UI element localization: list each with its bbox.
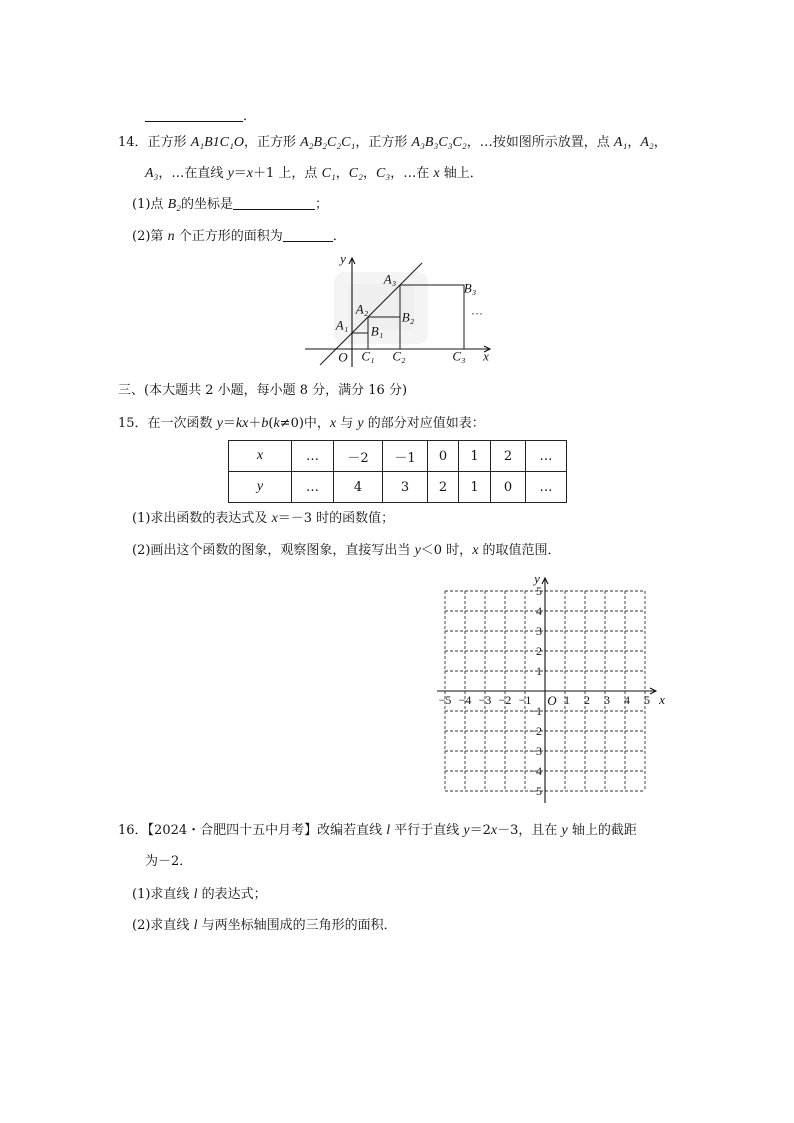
text-run: ＋	[248, 416, 262, 431]
math-variable: x	[271, 511, 278, 526]
text-run: (1)求直线	[132, 887, 194, 902]
text-run: (2)画出这个函数的图象，观察图象，直接写出当	[132, 543, 415, 558]
answer-blank	[233, 196, 315, 210]
math-variable: x	[329, 416, 337, 431]
point-label-b2: B₂	[401, 309, 415, 325]
table-cell: 1	[459, 472, 491, 503]
y-tick-label: −4	[529, 764, 542, 778]
text-run: ，正方形	[243, 135, 301, 150]
q14-sub-question-2	[132, 228, 346, 246]
text-run: 为－2．	[145, 854, 193, 869]
math-variable: C₃	[376, 166, 391, 181]
math-variable: x	[472, 543, 479, 558]
math-variable: b	[261, 416, 269, 431]
point-label-a1: A₁	[335, 317, 349, 333]
table-cell: …	[526, 472, 567, 503]
table-cell: 1	[459, 441, 491, 472]
y-tick-label: 4	[536, 604, 542, 618]
continuation-ellipsis: …	[471, 303, 483, 318]
text-run: ＜0 时，	[420, 543, 473, 558]
q16-stem-line-1	[118, 822, 637, 840]
table-cell: 4	[334, 472, 383, 503]
x-axis-label: x	[483, 348, 489, 364]
q15-coordinate-grid	[430, 570, 675, 810]
math-variable: C₁	[321, 166, 336, 181]
text-run: ．	[332, 229, 346, 244]
q14-sub1-text	[132, 197, 233, 212]
y-tick-label: −1	[529, 704, 542, 718]
x-axis-label: x	[659, 692, 665, 707]
text-run: ，	[363, 166, 377, 181]
text-run: 轴上的截距	[567, 823, 637, 838]
math-variable: A₁	[613, 135, 628, 150]
table-header-x: x	[229, 441, 292, 472]
text-run: (1)点	[132, 197, 168, 212]
text-run: ≠0)中，	[279, 416, 330, 431]
q15-sub-question-1	[132, 510, 394, 528]
point-label-c2: C₂	[392, 348, 406, 364]
text-run: ，	[335, 166, 349, 181]
text-run: ；	[315, 197, 329, 212]
text-run: 平行于直线	[390, 823, 464, 838]
x-tick-label: 4	[624, 693, 630, 707]
table-cell: …	[292, 441, 334, 472]
text-run: ＝2	[469, 823, 491, 838]
text-run: ＝－3 时的函数值；	[277, 511, 395, 526]
y-tick-label: −5	[529, 784, 542, 798]
x-tick-label: −4	[458, 693, 472, 707]
math-variable: A₁B1C₁O	[190, 135, 244, 150]
text-run: ，	[627, 135, 641, 150]
math-variable: C₂	[348, 166, 364, 181]
y-tick-label: 5	[536, 584, 542, 598]
text-run: 的取值范围．	[478, 543, 561, 558]
q13-answer-line	[145, 108, 256, 126]
math-variable: l	[193, 887, 198, 902]
text-run: ，…按如图所示放置，点	[466, 135, 614, 150]
y-axis-label: y	[340, 251, 346, 266]
text-run: ＋1 上，点	[253, 166, 322, 181]
q15-stem-line-1	[118, 415, 485, 433]
math-variable: kx	[235, 416, 249, 431]
y-tick-label: −2	[529, 724, 542, 738]
text-run: 16．【2024・合肥四十五中月考】改编若直线	[118, 823, 387, 838]
point-label-c3: C₃	[452, 348, 466, 364]
text-run: (	[268, 416, 274, 431]
y-tick-label: 3	[536, 624, 542, 638]
q15-value-table	[228, 440, 567, 503]
table-cell: －1	[383, 441, 428, 472]
text-run: 14．正方形	[118, 135, 191, 150]
point-label-b1: B₁	[370, 323, 384, 339]
q14-stem-line-1	[118, 134, 667, 152]
text-run: 个正方形的面积为	[174, 229, 283, 244]
text-run: 的表达式；	[197, 887, 267, 902]
q13-end-mark: ．	[243, 109, 257, 124]
table-cell: 2	[491, 441, 526, 472]
x-tick-label: 5	[644, 693, 650, 707]
x-tick-label: −1	[518, 693, 532, 707]
math-variable: B₂	[167, 197, 181, 212]
section-heading: 三、(本大题共 2 小题，每小题 8 分，满分 16 分)	[118, 383, 408, 398]
text-run: ，…在	[390, 166, 434, 181]
x-tick-label: 1	[564, 693, 570, 707]
math-variable: x	[246, 166, 254, 181]
point-label-c1: C₁	[361, 348, 375, 364]
math-variable: A₂B₂C₂C₁	[300, 135, 356, 150]
table-cell: …	[292, 472, 334, 503]
q15-sub-question-2	[132, 542, 561, 560]
text-run: (1)求出函数的表达式及	[132, 511, 272, 526]
text-run: 15．在一次函数	[118, 416, 217, 431]
text-run: －3，且在	[497, 823, 562, 838]
math-variable: y	[463, 823, 470, 838]
text-run: 的部分对应值如表：	[363, 416, 485, 431]
x-tick-label: −2	[498, 693, 512, 707]
text-run: 的坐标是	[180, 197, 233, 212]
table-header-y: y	[229, 472, 292, 503]
math-variable: x	[490, 823, 498, 838]
y-axis-label: y	[534, 571, 540, 586]
math-variable: y	[414, 543, 421, 558]
math-variable: A₂	[640, 135, 654, 150]
x-tick-label: 2	[584, 693, 590, 707]
q14-sub1-end	[315, 197, 328, 212]
math-variable: l	[193, 918, 198, 933]
q14-stem-line-2	[145, 165, 483, 183]
q16-sub-question-1	[132, 886, 267, 904]
math-variable: y	[561, 823, 568, 838]
q14-sub2-text	[132, 229, 283, 244]
table-cell: 0	[491, 472, 526, 503]
origin-label: O	[547, 693, 557, 708]
q14-sub2-end	[333, 229, 346, 244]
table-cell: …	[526, 441, 567, 472]
math-variable: y	[216, 416, 223, 431]
text-run: 轴上．	[439, 166, 483, 181]
math-variable: n	[167, 229, 175, 244]
text-run: ，正方形	[355, 135, 412, 150]
text-run: ＝	[222, 416, 236, 431]
q16-stem-line-2	[145, 853, 192, 871]
math-variable: A₃	[145, 166, 159, 181]
text-run: ，	[653, 135, 667, 150]
text-run: (2)第	[132, 229, 168, 244]
q16-sub-question-2	[132, 917, 397, 935]
x-tick-label: −3	[478, 693, 492, 707]
y-tick-label: 2	[536, 644, 542, 658]
origin-label: O	[338, 349, 348, 365]
x-tick-label: 3	[604, 693, 610, 707]
table-row-x	[229, 441, 567, 472]
point-label-a2: A₂	[355, 301, 369, 317]
math-variable: A₃B₃C₃C₂	[411, 135, 467, 150]
text-run: 与	[336, 416, 358, 431]
math-variable: l	[386, 823, 391, 838]
point-label-b3: B₃	[463, 280, 477, 296]
text-run: 与两坐标轴围成的三角形的面积．	[197, 918, 397, 933]
q14-square-staircase-figure	[300, 250, 500, 372]
math-variable: k	[273, 416, 280, 431]
text-run: ，…在直线	[158, 166, 228, 181]
answer-blank	[145, 108, 243, 122]
math-variable: x	[433, 166, 440, 181]
table-cell: 0	[428, 441, 459, 472]
y-tick-label: 1	[536, 664, 542, 678]
answer-blank	[283, 228, 333, 242]
table-cell: －2	[334, 441, 383, 472]
text-run: ＝	[233, 166, 247, 181]
text-run: (2)求直线	[132, 918, 194, 933]
math-variable: y	[227, 166, 234, 181]
point-label-a3: A₃	[383, 271, 397, 287]
q14-sub-question-1	[132, 196, 328, 214]
table-cell: 3	[383, 472, 428, 503]
y-tick-label: −3	[529, 744, 542, 758]
x-tick-label: −5	[438, 693, 452, 707]
table-row-y	[229, 472, 567, 503]
math-variable: y	[357, 416, 364, 431]
table-cell: 2	[428, 472, 459, 503]
